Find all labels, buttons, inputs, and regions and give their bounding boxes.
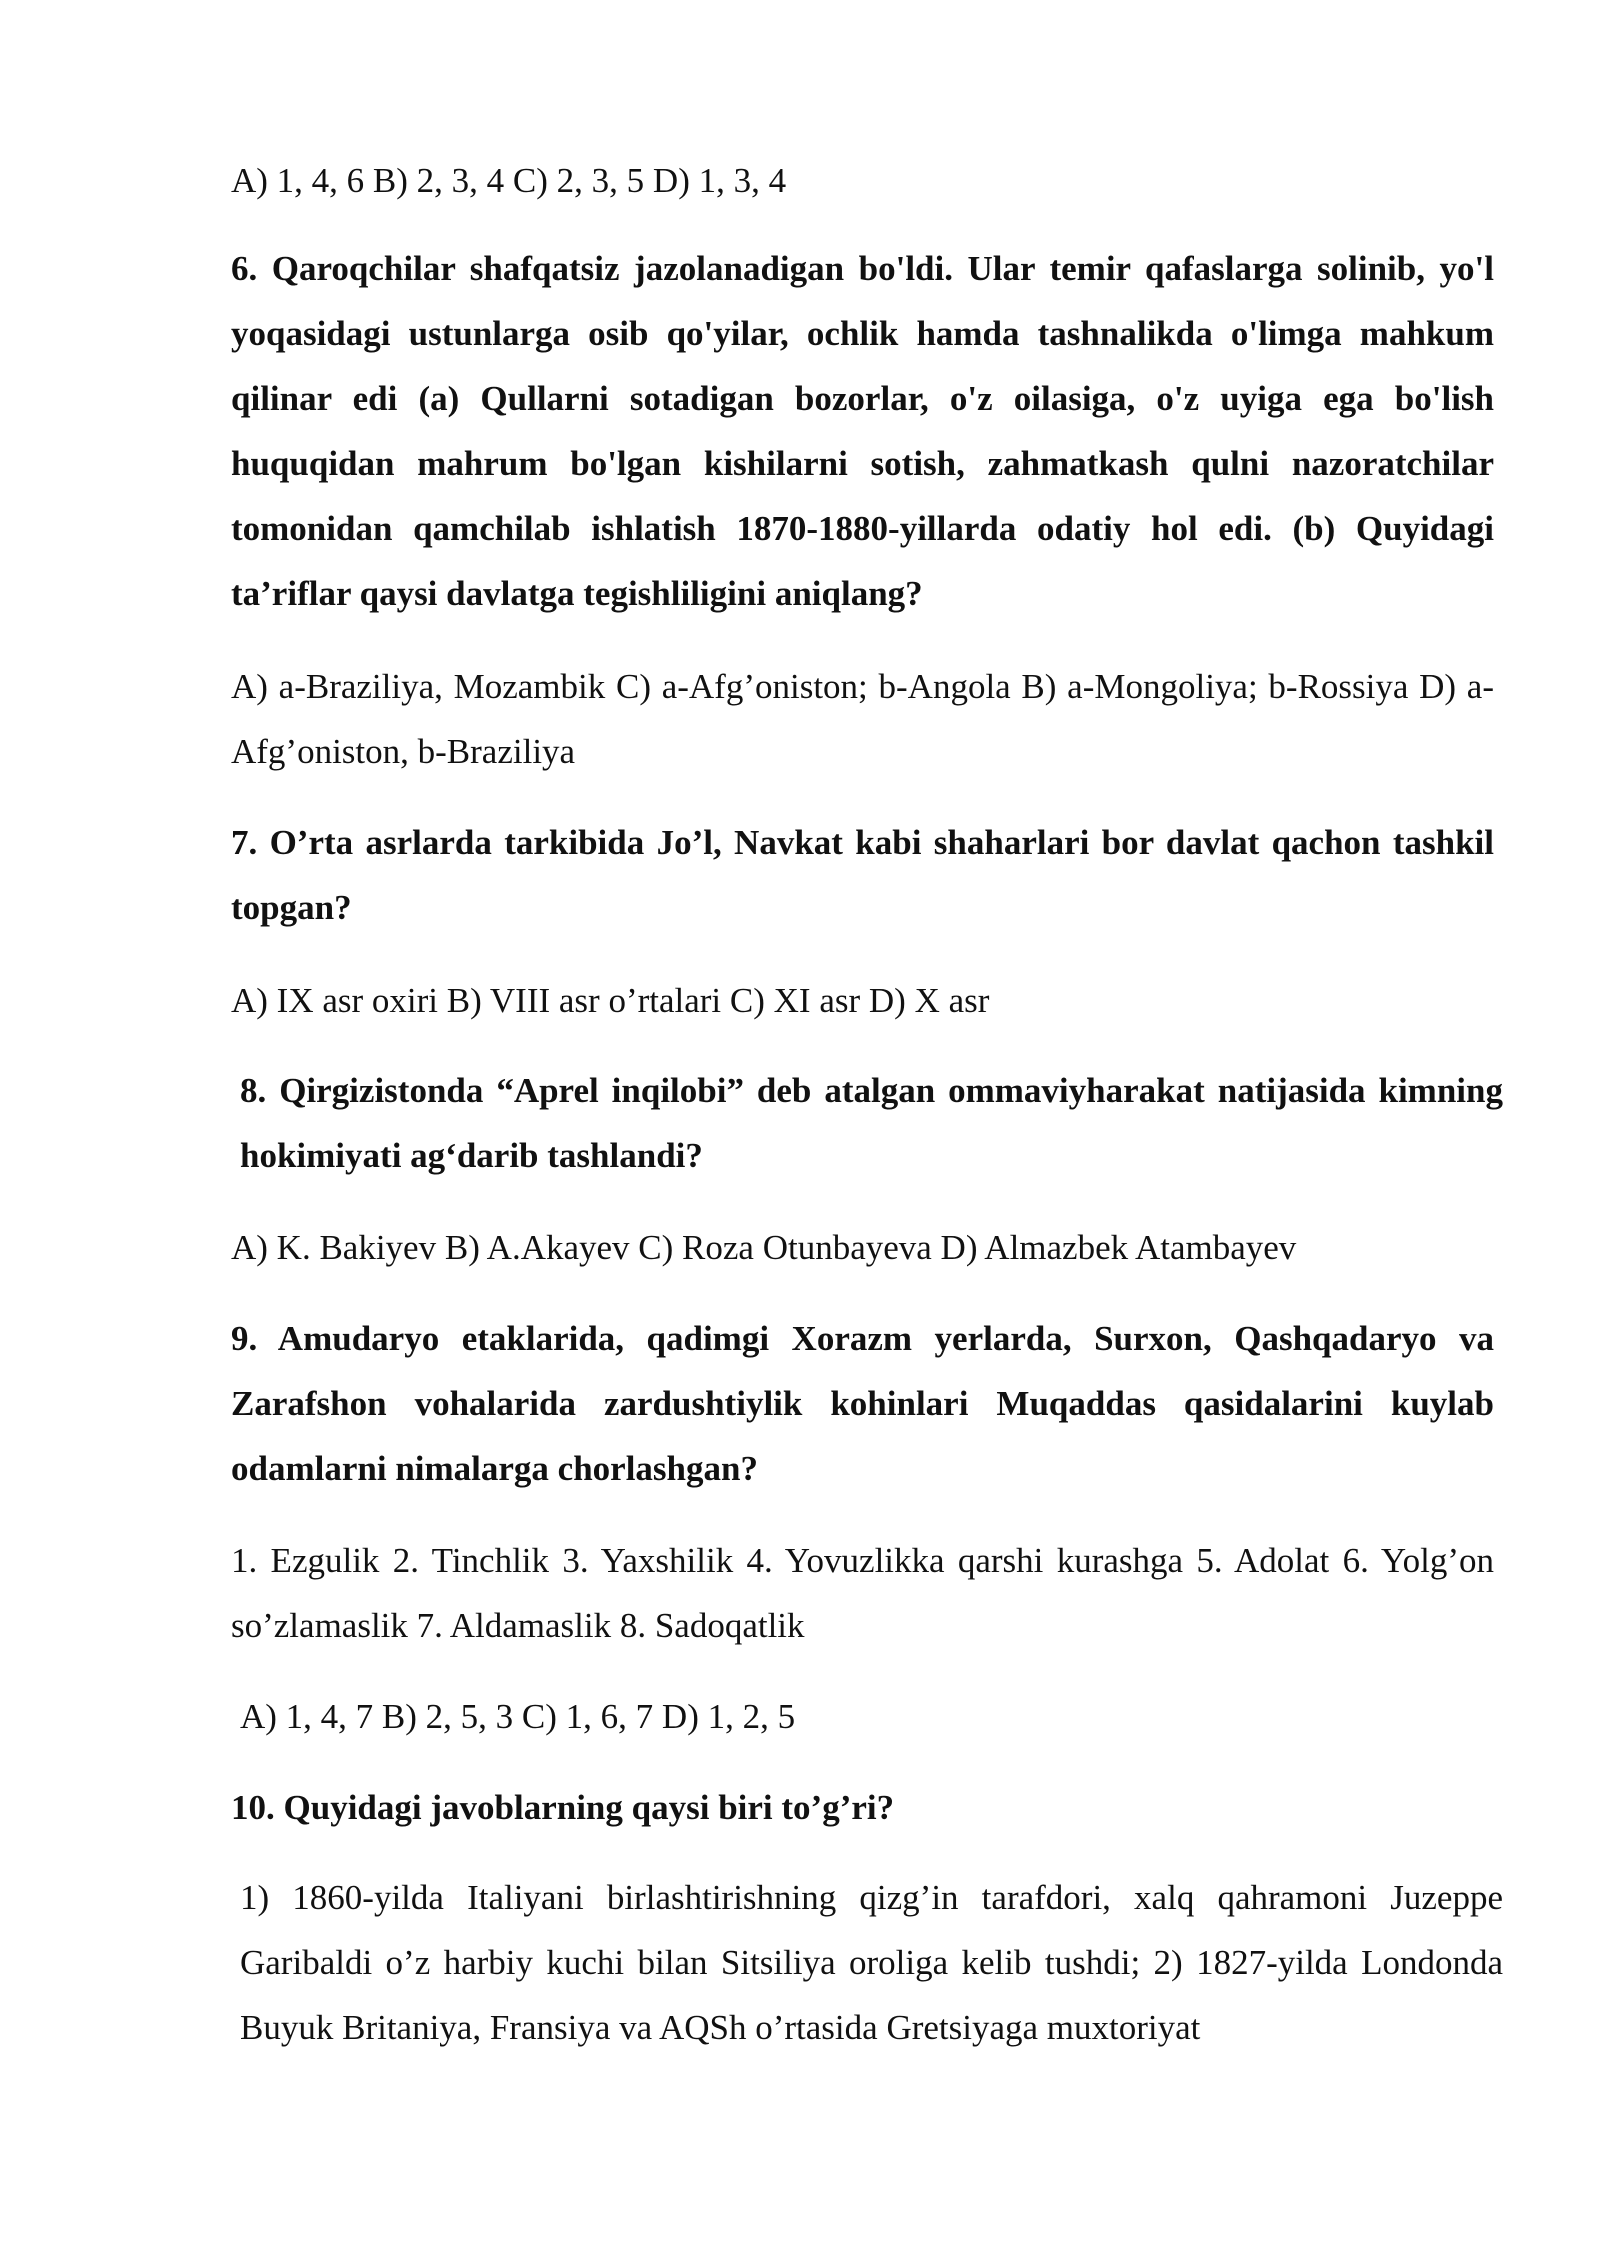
question-8: 8. Qirgizistonda “Aprel inqilobi” deb atalgan ommaviyharakat natijasida kimning hokimiyati ag‘darib tashlandi? <box>240 1071 1503 1175</box>
answer-options-q6: A) a-Braziliya, Mozambik C) a-Afg’oniston; b-Angola B) a-Mongoliya; b-Rossiya D) a-Afg’oniston, b-Braziliya <box>231 667 1494 771</box>
question-9: 9. Amudaryo etaklarida, qadimgi Xorazm yerlarda, Surxon, Qashqadaryo va Zarafshon vohalarida zardushtiylik kohinlari Muqaddas qasidalarini kuylab odamlarni nimalarga chorlashgan? <box>231 1319 1494 1488</box>
answer-options-q7: A) IX asr oxiri B) VIII asr o’rtalari C) XI asr D) X asr <box>231 981 990 1020</box>
question-10-text: 1) 1860-yilda Italiyani birlashtirishning qizg’in tarafdori, xalq qahramoni Juzeppe Garibaldi o’z harbiy kuchi bilan Sitsiliya oroliga kelib tushdi; 2) 1827-yilda Londonda Buyuk Britaniya, Fransiya va AQSh o’rtasida Gretsiyaga muxtoriyat <box>240 1878 1503 2047</box>
question-6: 6. Qaroqchilar shafqatsiz jazolanadigan bo'ldi. Ular temir qafaslarga solinib, yo'l yoqasidagi ustunlarga osib qo'yilar, ochlik hamda tashnalikda o'limga mahkum qilinar edi (a) Qullarni sotadigan bozorlar, o'z oilasiga, o'z uyiga ega bo'lish huquqidan mahrum bo'lgan kishilarni sotish, zahmatkash qulni nazoratchilar tomonidan qamchilab ishlatish 1870-1880-yillarda odatiy hol edi. (b) Quyidagi ta’riflar qaysi davlatga tegishliligini aniqlang? <box>231 249 1494 613</box>
answer-options-q9: A) 1, 4, 7 B) 2, 5, 3 C) 1, 6, 7 D) 1, 2, 5 <box>240 1697 796 1736</box>
question-10: 10. Quyidagi javoblarning qaysi biri to’g’ri? <box>231 1788 895 1827</box>
question-9-list: 1. Ezgulik 2. Tinchlik 3. Yaxshilik 4. Yovuzlikka qarshi kurashga 5. Adolat 6. Yolg’on so’zlamaslik 7. Aldamaslik 8. Sadoqatlik <box>231 1541 1494 1645</box>
answer-options-q5: A) 1, 4, 6 B) 2, 3, 4 C) 2, 3, 5 D) 1, 3, 4 <box>231 161 787 200</box>
answer-options-q8: A) K. Bakiyev B) A.Akayev C) Roza Otunbayeva D) Almazbek Atambayev <box>231 1228 1297 1267</box>
question-7: 7. O’rta asrlarda tarkibida Jo’l, Navkat kabi shaharlari bor davlat qachon tashkil topgan? <box>231 823 1494 927</box>
